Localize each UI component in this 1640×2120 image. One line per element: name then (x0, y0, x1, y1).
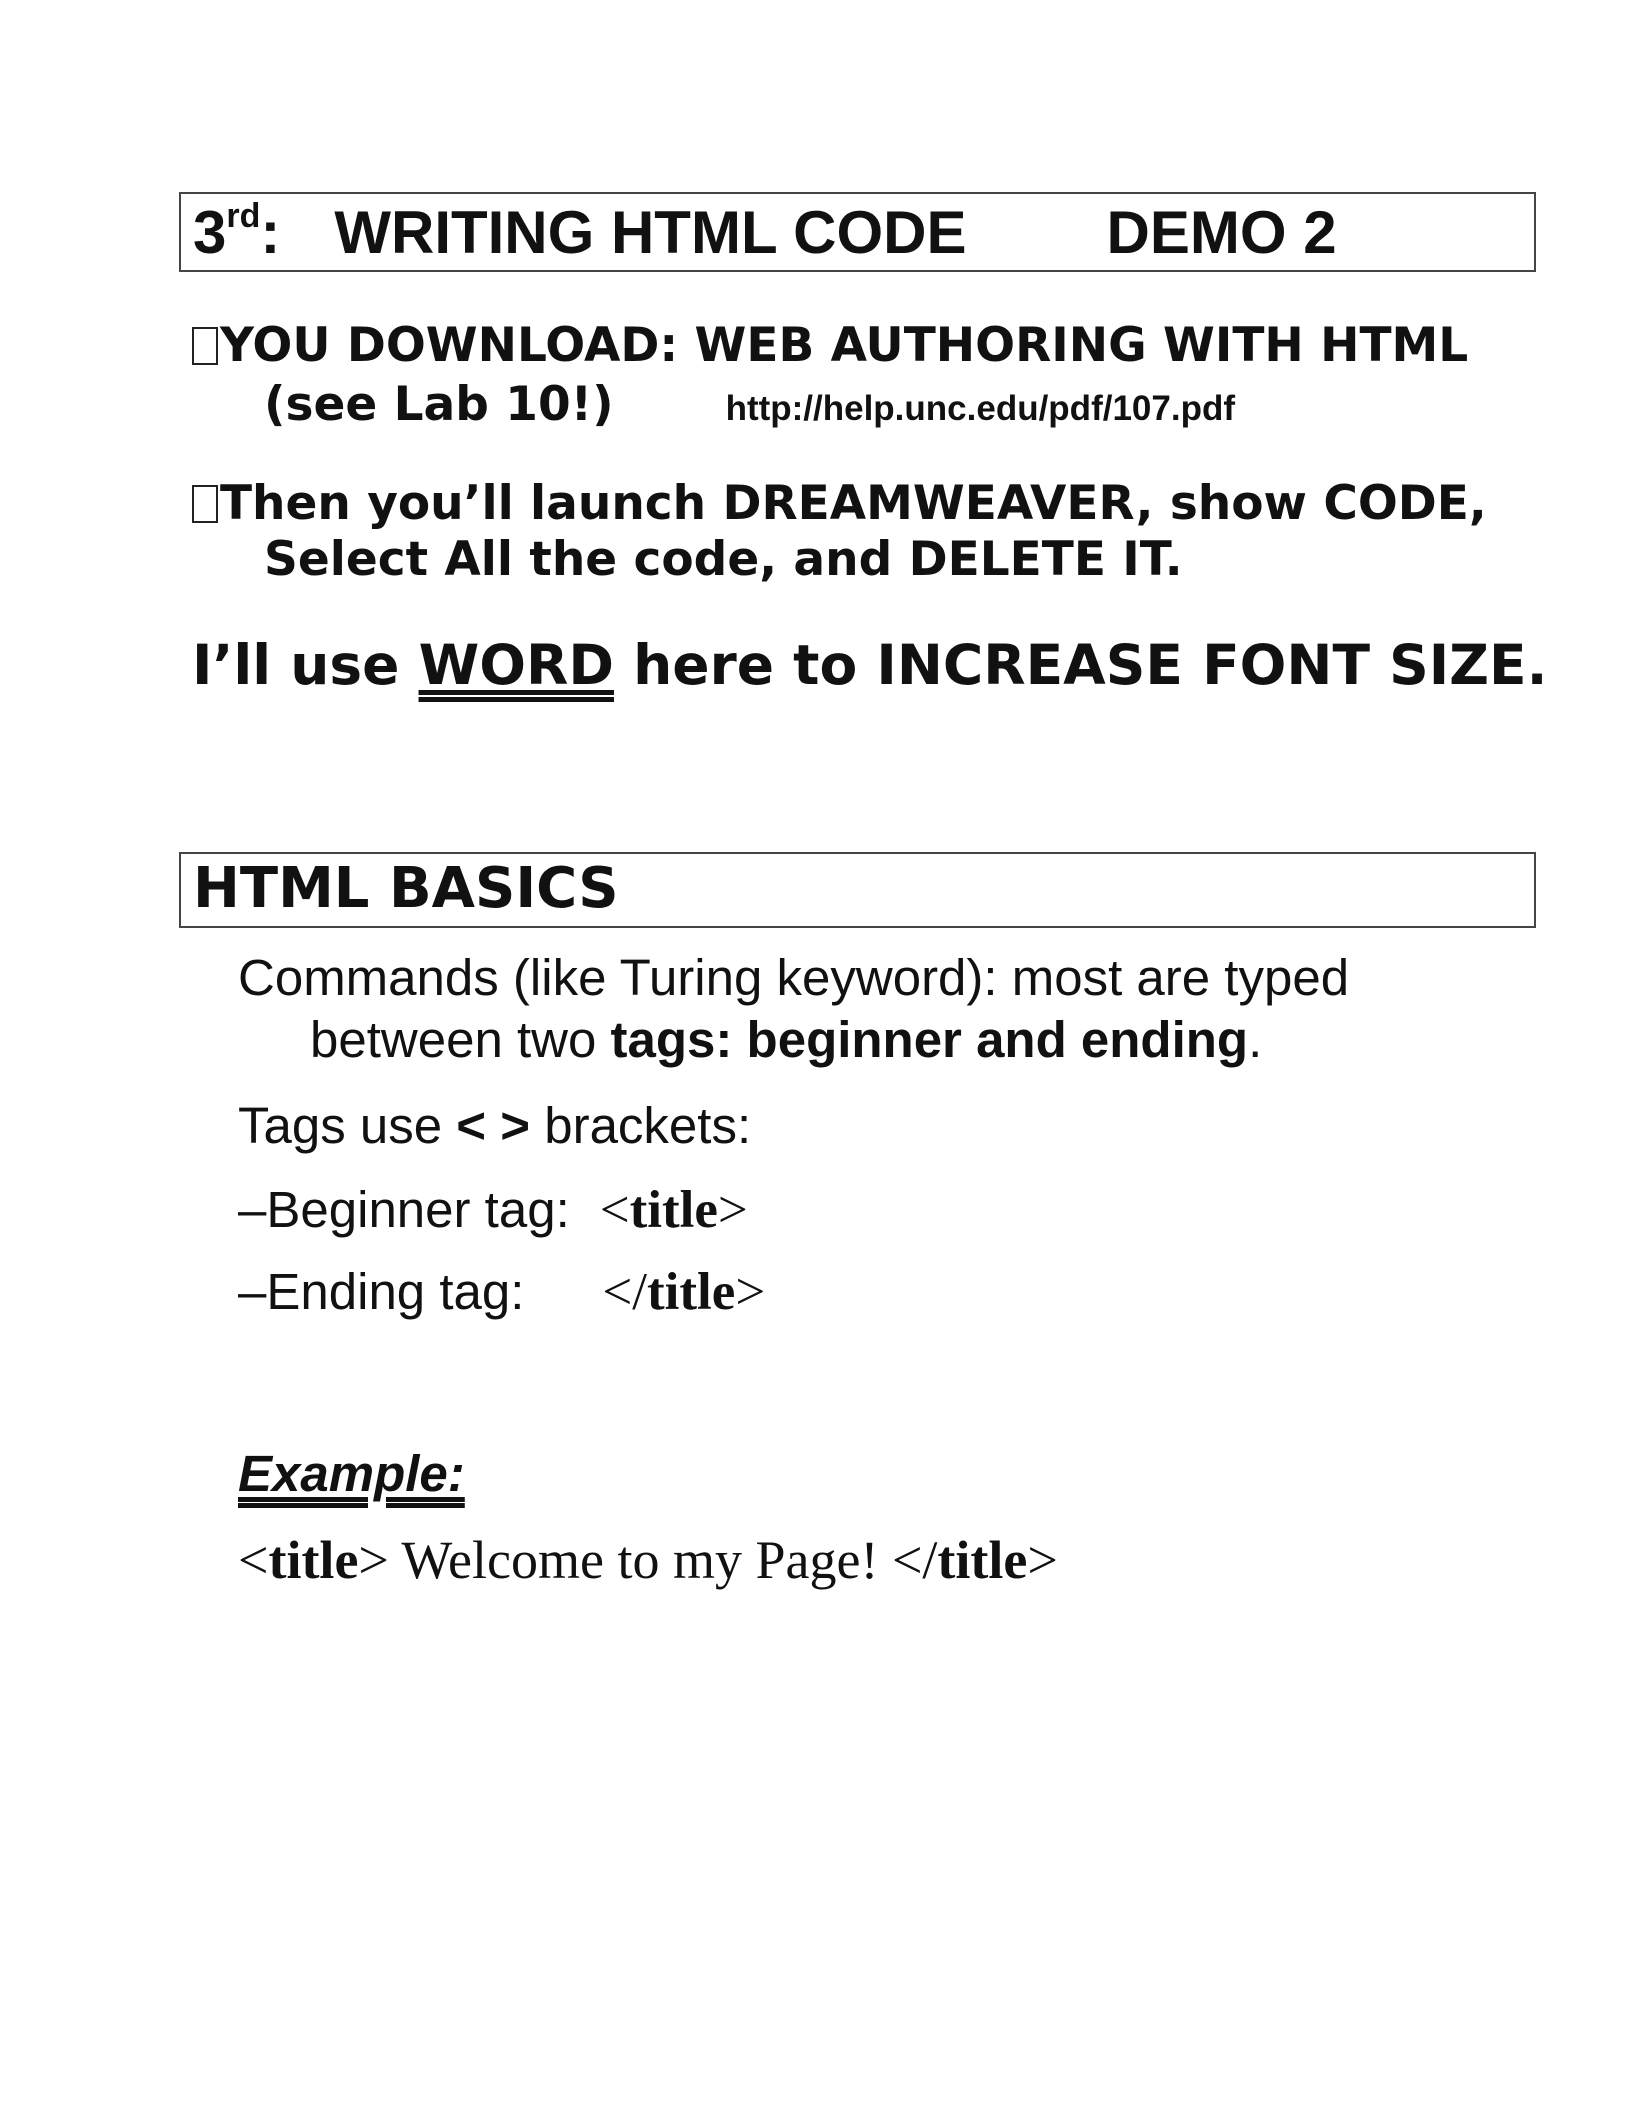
download-line: YOU DOWNLOAD: WEB AUTHORING WITH HTML (220, 318, 1469, 373)
pdf-url: http://help.unc.edu/pdf/107.pdf (725, 389, 1235, 428)
example-label (238, 1444, 465, 1504)
ending-tag-line (238, 1262, 765, 1322)
example-open-word: title (268, 1530, 359, 1590)
commands-prefix: between two (310, 1011, 611, 1068)
example-close-gt: > (1027, 1530, 1058, 1590)
ending-tag-code (602, 1263, 765, 1321)
example-open-gt: > (358, 1530, 389, 1590)
note-prefix: I’ll use (192, 633, 419, 697)
title-ordinal: rd (226, 197, 261, 235)
tags-line (238, 1096, 751, 1156)
example-label-text: Example: (238, 1445, 465, 1502)
note-word: WORD (418, 633, 614, 697)
ending-open: </ (602, 1263, 648, 1321)
lab-reference: (see Lab 10!) (264, 377, 614, 432)
example-close-lt: </ (891, 1530, 938, 1590)
commands-line-2 (310, 1010, 1262, 1070)
example-content: Welcome to my Page! (388, 1530, 892, 1590)
example-code-line (238, 1530, 1058, 1590)
beginner-tag-code (600, 1181, 748, 1239)
commands-bold: tags: beginner and ending (610, 1011, 1249, 1068)
missing-glyph-bullet-icon (192, 485, 218, 523)
example-close-word: title (937, 1530, 1028, 1590)
example-open-lt: < (238, 1530, 269, 1590)
commands-suffix: . (1248, 1011, 1263, 1068)
basics-heading: HTML BASICS (193, 856, 619, 921)
ending-close: > (735, 1263, 766, 1321)
font-size-note (192, 632, 1548, 698)
title-heading: WRITING HTML CODE (334, 199, 967, 266)
ending-word: title (647, 1263, 736, 1321)
title-box (179, 192, 1536, 272)
ending-label: –Ending tag: (238, 1263, 525, 1320)
tags-suffix: brackets: (530, 1097, 752, 1154)
beginner-close: > (717, 1181, 748, 1239)
tags-brackets: < > (456, 1097, 531, 1154)
missing-glyph-bullet-icon (192, 327, 218, 365)
title-colon: : (260, 199, 281, 266)
title-number: 3 (193, 199, 227, 266)
delete-code-line: Select All the code, and DELETE IT. (264, 532, 1183, 587)
beginner-tag-line (238, 1180, 748, 1240)
dreamweaver-line: Then you’ll launch DREAMWEAVER, show CODE, (220, 476, 1487, 531)
download-bullet (192, 318, 1468, 440)
tags-prefix: Tags use (238, 1097, 457, 1154)
dreamweaver-bullet (192, 476, 1487, 588)
beginner-word: title (629, 1181, 718, 1239)
note-suffix: here to INCREASE FONT SIZE. (614, 633, 1548, 697)
basics-box (179, 852, 1536, 928)
page-title (193, 198, 1337, 268)
title-demo-label: DEMO 2 (1106, 199, 1337, 266)
beginner-open: < (599, 1181, 630, 1239)
commands-line-1: Commands (like Turing keyword): most are typed (238, 949, 1350, 1006)
beginner-label: –Beginner tag: (238, 1181, 570, 1238)
